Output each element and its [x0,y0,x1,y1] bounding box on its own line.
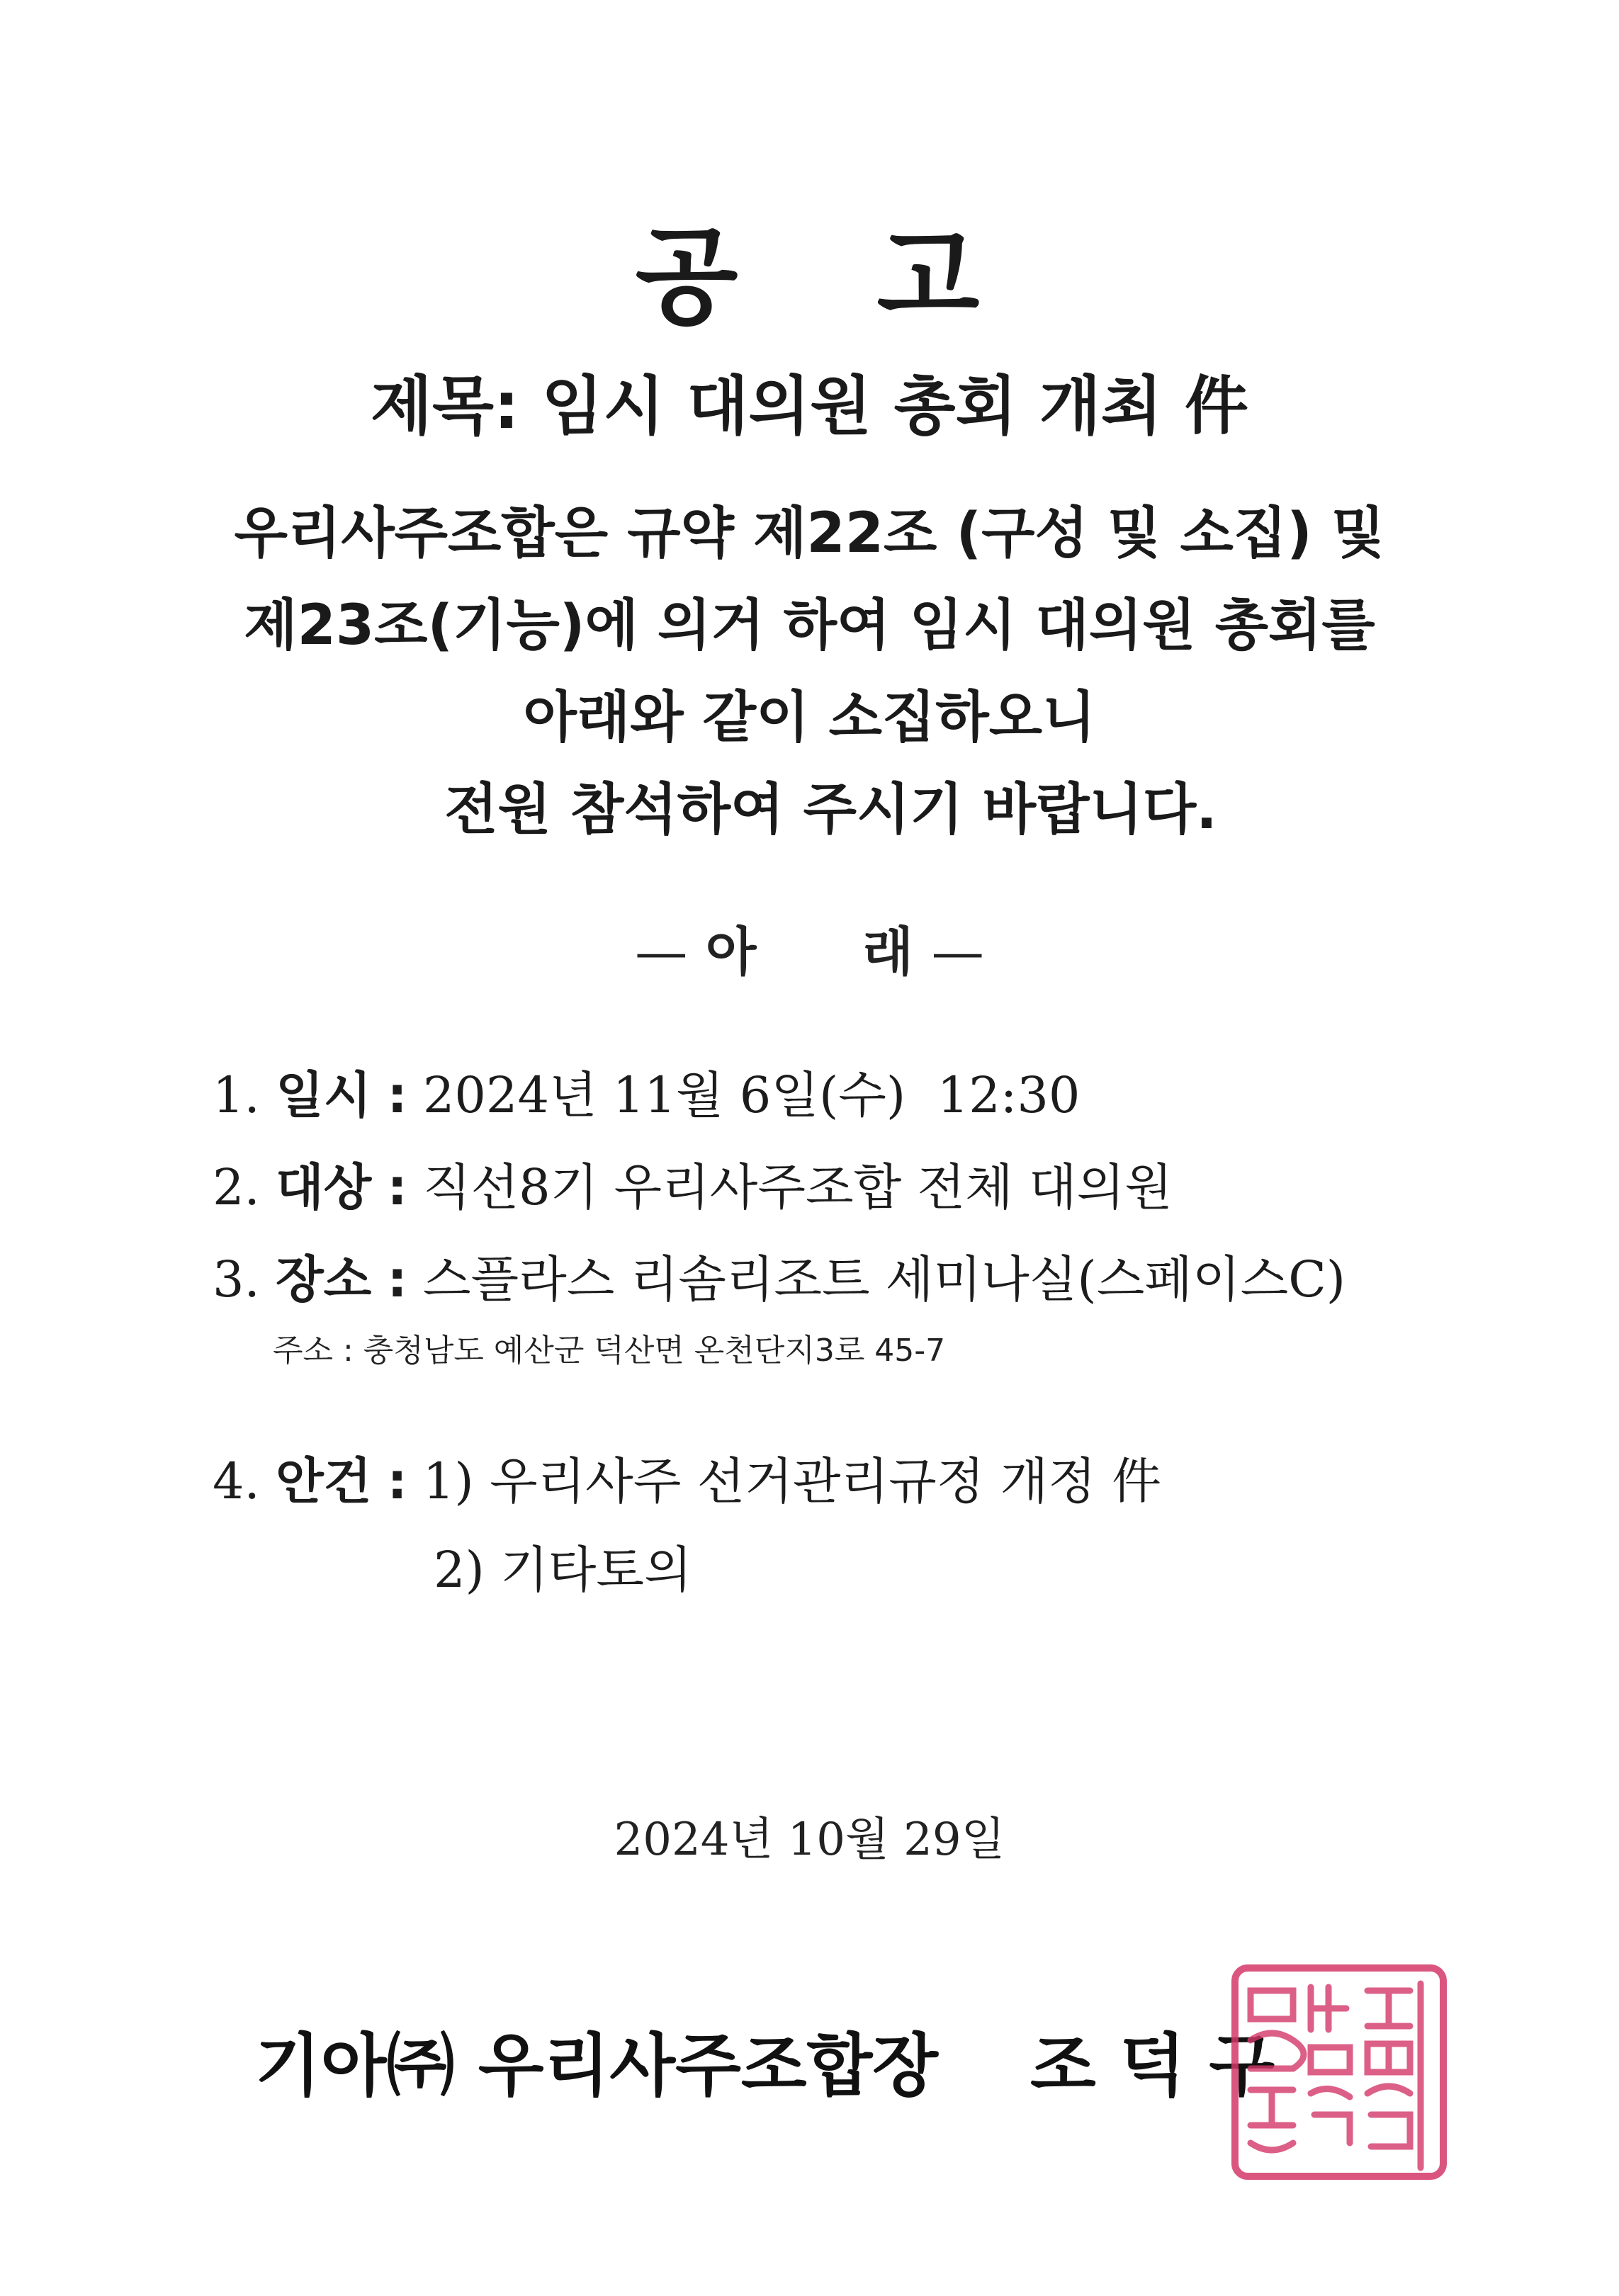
item-target: 2. 대상 : 직선8기 우리사주조합 전체 대의원 [213,1158,1173,1216]
dash-right: — [931,922,984,983]
signer-name: 조 덕 구 [1030,2026,1275,2105]
agenda-item-1: 1) 우리사주 선거관리규정 개정 件 [422,1452,1162,1510]
title-char-1: 공 [635,216,743,339]
signer-org: 기아㈜ 우리사주조합장 [255,2026,939,2105]
signer-line [255,2012,1275,2109]
intro-line-4: 전원 참석하여 주시기 바랍니다. [444,778,1217,842]
section-heading-below [0,910,1619,985]
place-address: 주소 : 충청남도 예산군 덕산면 온천단지3로 45-7 [273,1333,946,1369]
intro-line-2: 제23조(기능)에 의거 하여 임시 대의원 총회를 [244,594,1375,657]
dash-left: — [635,922,688,983]
notice-date: 2024년 10월 29일 [614,1814,1005,1866]
item-agenda: 4. 안건 : 1) 우리사주 선거관리규정 개정 件 [213,1452,1162,1510]
item-place: 3. 장소 : 스플라스 리솜리조트 세미나실(스페이스C) [213,1250,1346,1308]
item-datetime: 1. 일시 : 2024년 11월 6일(수) 12:30 [213,1066,1081,1124]
subject-line: 제목: 임시 대의원 총회 개최 件 [371,369,1248,443]
heading-char-2: 래 [862,922,913,983]
intro-line-1: 우리사주조합은 규약 제22조 (구성 및 소집) 및 [234,502,1385,565]
target-value: 직선8기 우리사주조합 전체 대의원 [422,1158,1173,1216]
title-char-2: 고 [876,216,984,339]
place-value: 스플라스 리솜리조트 세미나실(스페이스C) [422,1250,1346,1308]
heading-char-1: 아 [706,922,757,983]
page-title [0,191,1619,344]
agenda-item-2: 2) 기타토의 [434,1541,692,1599]
datetime-value: 2024년 11월 6일(수) 12:30 [422,1066,1081,1124]
official-seal-stamp [1229,1962,1449,2182]
intro-line-3: 아래와 같이 소집하오니 [523,686,1096,750]
